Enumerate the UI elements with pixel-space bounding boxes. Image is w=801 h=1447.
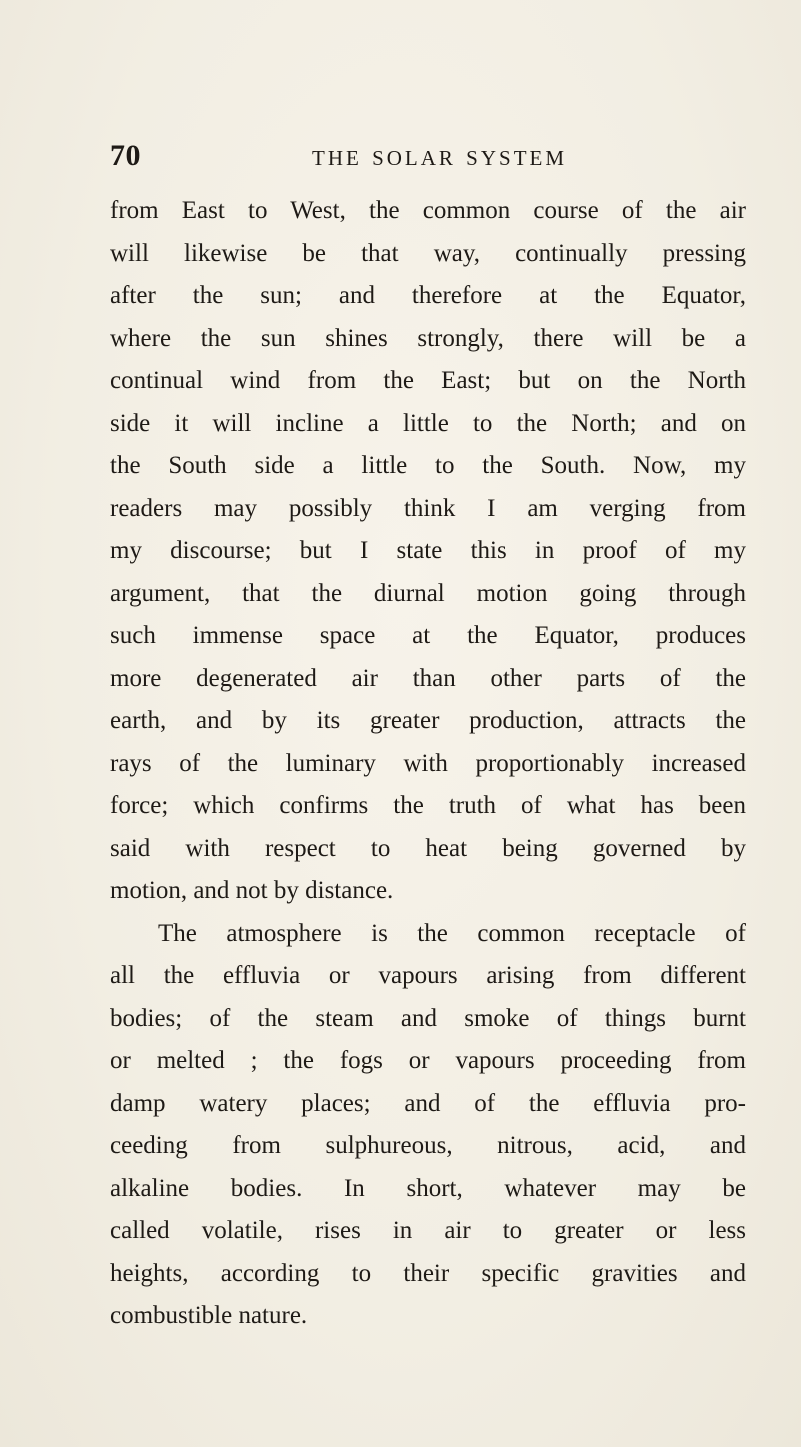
- text-line: all the effluvia or vapours arising from different: [110, 962, 746, 989]
- text-line: damp watery places; and of the effluvia pro-: [110, 1089, 746, 1117]
- text-line: motion, and not by distance.: [110, 877, 394, 904]
- text-line: earth, and by its greater production, attracts the: [110, 707, 746, 734]
- text-line: said with respect to heat being governed by: [110, 834, 746, 862]
- body-text: [110, 190, 746, 1338]
- text-line: heights, according to their specific gravities and: [110, 1259, 746, 1287]
- text-line: my discourse; but I state this in proof of my: [110, 537, 746, 564]
- text-line: after the sun; and therefore at the Equator,: [110, 282, 746, 309]
- text-line: bodies; of the steam and smoke of things burnt: [110, 1004, 746, 1032]
- text-line: will likewise be that way, continually pressing: [110, 239, 746, 267]
- text-line: or melted ; the fogs or vapours proceeding from: [110, 1047, 746, 1074]
- text-line: more degenerated air than other parts of the: [110, 664, 746, 692]
- text-line: where the sun shines strongly, there will be a: [110, 324, 746, 352]
- text-line: alkaline bodies. In short, whatever may be: [110, 1174, 746, 1202]
- text-line: such immense space at the Equator, produces: [110, 622, 746, 649]
- text-line: ceeding from sulphureous, nitrous, acid, and: [110, 1132, 746, 1159]
- text-line: side it will incline a little to the North; and on: [110, 409, 746, 437]
- text-line: from East to West, the common course of the air: [110, 197, 746, 224]
- text-line: force; which confirms the truth of what has been: [110, 792, 746, 819]
- text-line: continual wind from the East; but on the North: [110, 367, 746, 394]
- text-line: combustible nature.: [110, 1302, 308, 1329]
- text-line: called volatile, rises in air to greater or less: [110, 1217, 746, 1244]
- text-line: readers may possibly think I am verging from: [110, 494, 746, 522]
- text-line-paragraph-start: The atmosphere is the common receptacle of: [158, 919, 746, 947]
- text-line: rays of the luminary with proportionably increased: [110, 749, 746, 777]
- page-header: [110, 136, 746, 176]
- running-title: THE SOLAR SYSTEM: [312, 146, 568, 170]
- page-number: 70: [110, 139, 141, 172]
- text-line: argument, that the diurnal motion going through: [110, 579, 746, 607]
- text-line: the South side a little to the South. Now, my: [110, 452, 746, 479]
